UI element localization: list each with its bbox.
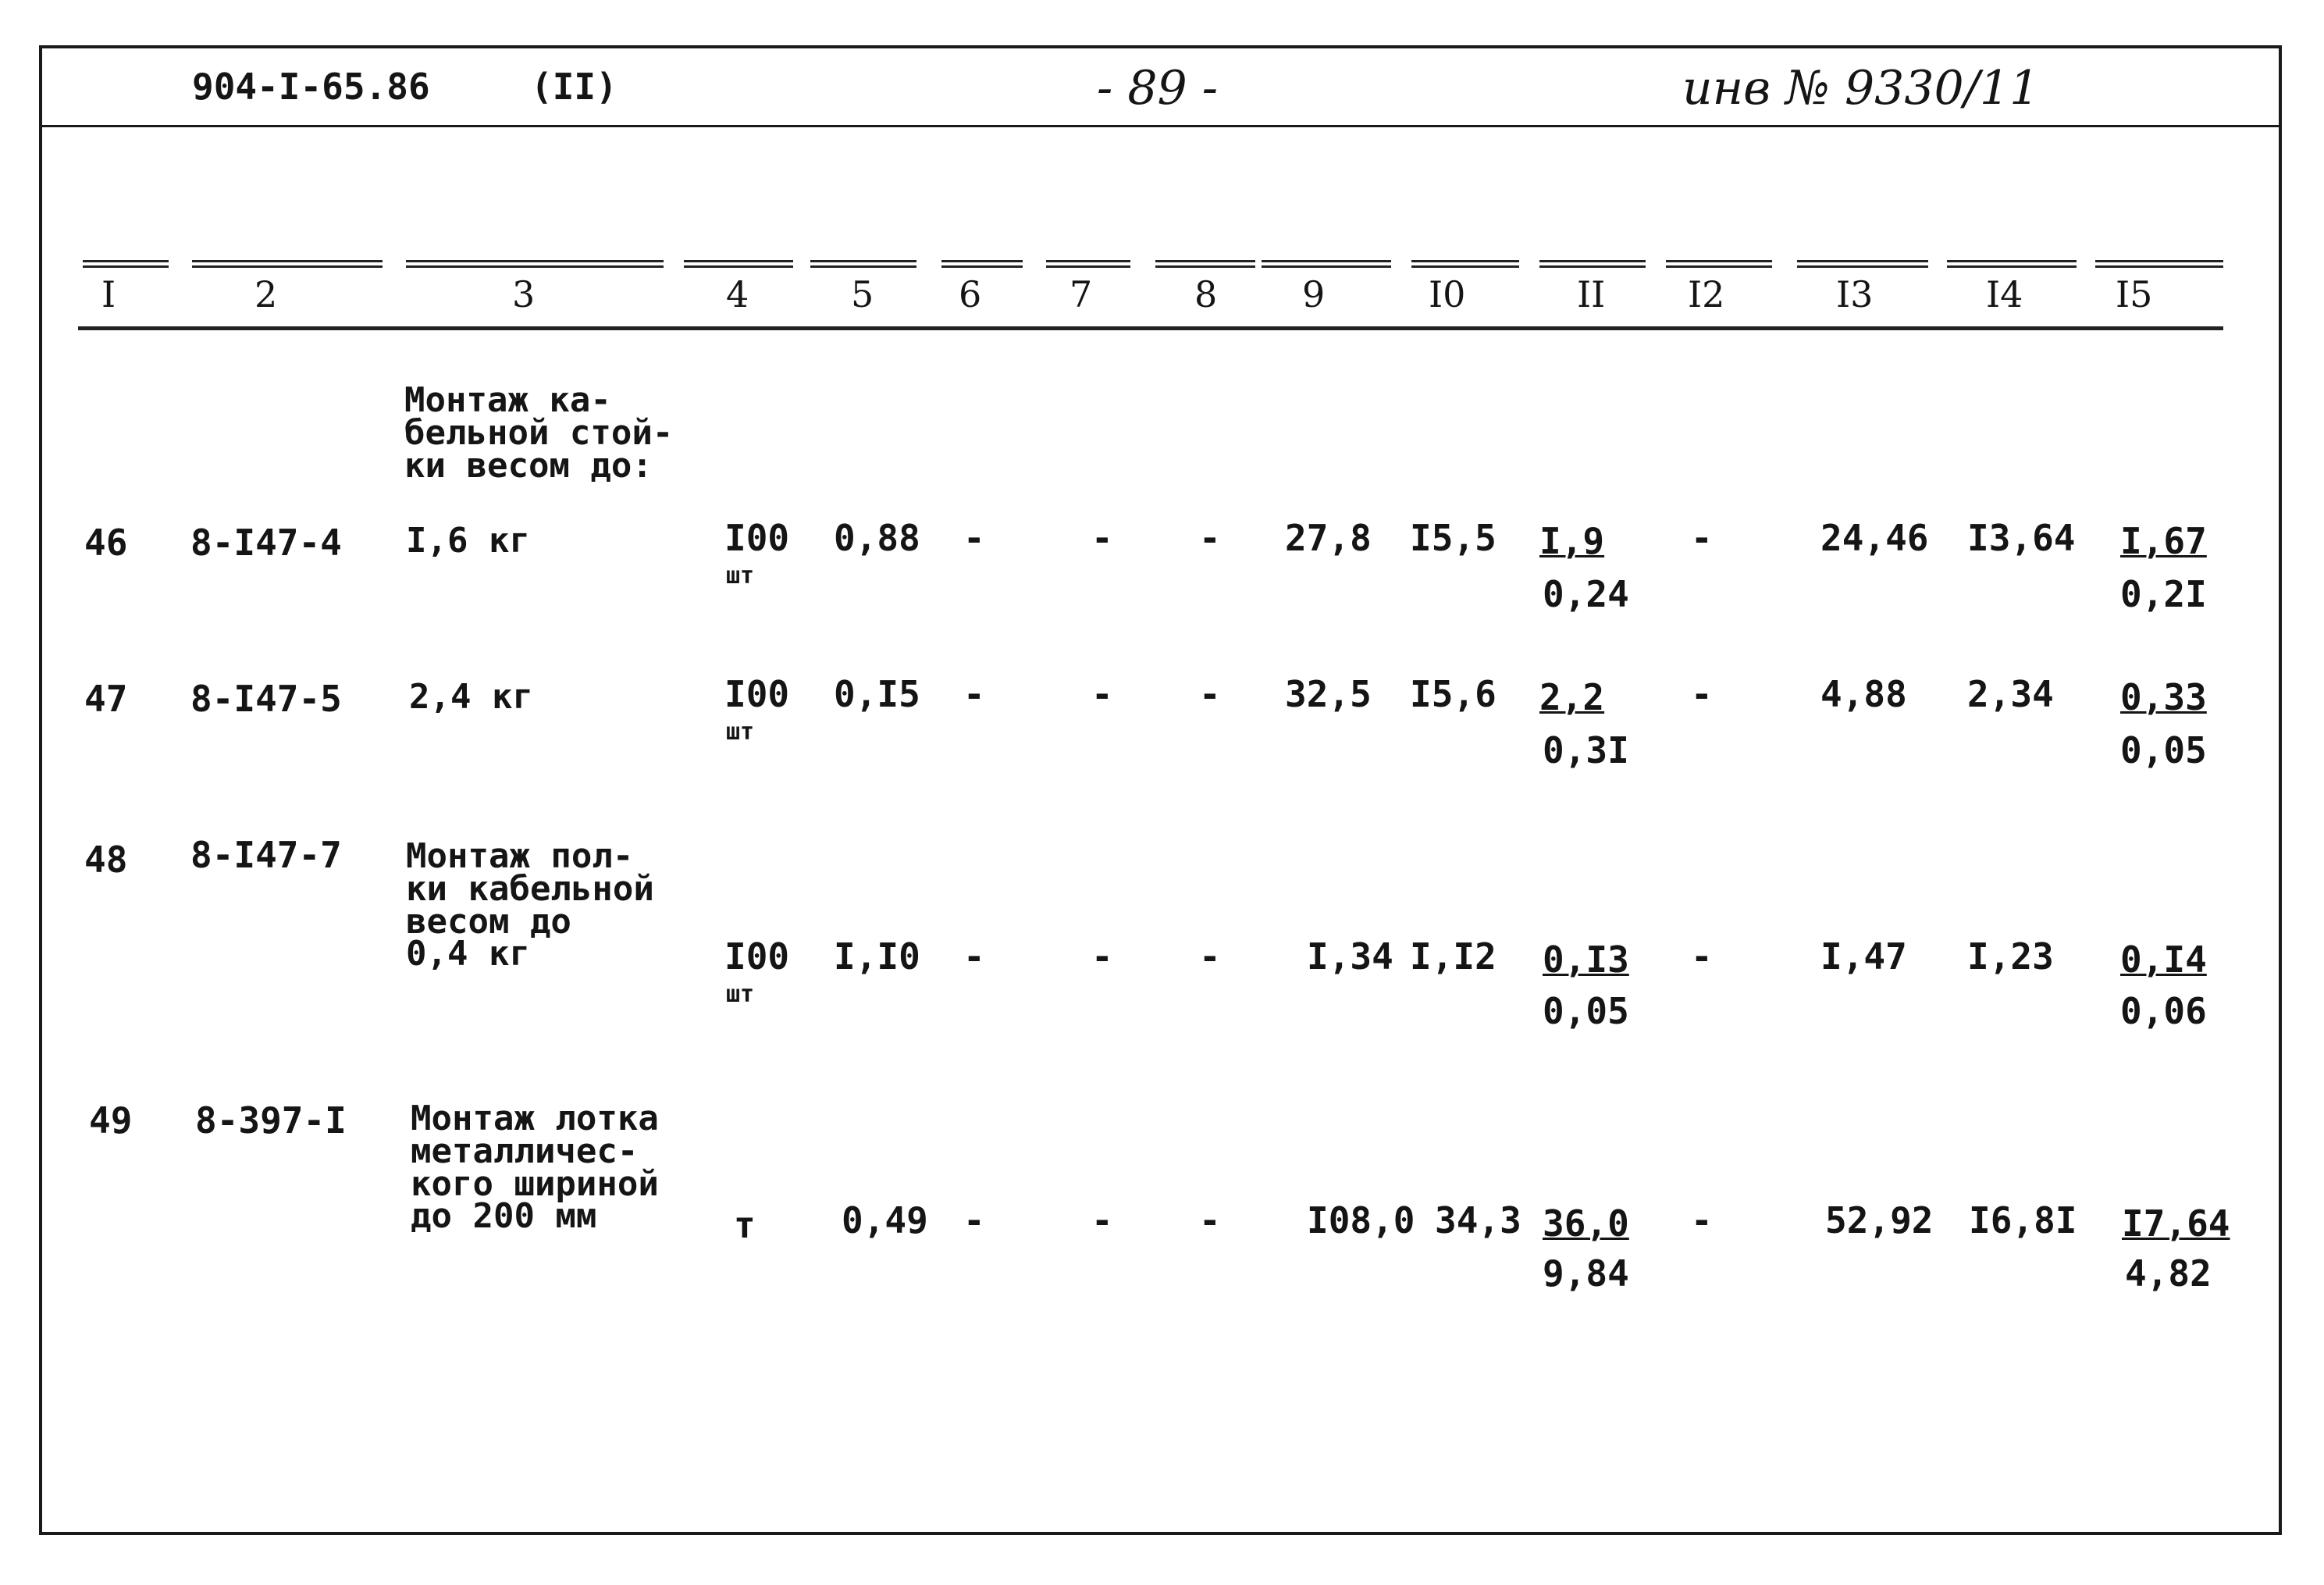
col14-value: 2,34 xyxy=(1967,673,2054,715)
column-number: I5 xyxy=(2116,273,2153,315)
column-number: I3 xyxy=(1836,273,1874,315)
header-dash xyxy=(1666,260,1772,268)
column-number: I4 xyxy=(1986,273,2023,315)
column-number: 5 xyxy=(851,273,874,315)
work-description: Монтаж лотка металличес- кого шириной до 200 мм xyxy=(411,1099,659,1237)
header-dash xyxy=(684,260,793,268)
col9-value: I,34 xyxy=(1307,935,1393,978)
column-number: 6 xyxy=(959,273,982,315)
col9-value: 32,5 xyxy=(1285,673,1372,715)
column-number: I xyxy=(101,273,116,315)
col10-value: 34,3 xyxy=(1435,1199,1521,1241)
header-dash xyxy=(83,260,169,268)
col12-value: - xyxy=(1691,1199,1713,1241)
unit: т xyxy=(734,1204,756,1246)
col15-top-value: I7,64 xyxy=(2122,1202,2230,1245)
header-bottom-rule xyxy=(78,326,2223,330)
col15-top-value: 0,33 xyxy=(2120,676,2207,718)
header-dash xyxy=(1262,260,1391,268)
unit-suffix: шт xyxy=(726,562,755,589)
col15-bottom-value: 0,2I xyxy=(2120,573,2207,615)
header-dash xyxy=(2095,260,2223,268)
col14-value: I,23 xyxy=(1967,935,2054,978)
col15-top-value: I,67 xyxy=(2120,520,2207,562)
work-description: I,6 кг xyxy=(406,521,530,561)
col10-value: I,I2 xyxy=(1410,935,1497,978)
col8-value: - xyxy=(1199,673,1221,715)
rate-code: 8-I47-4 xyxy=(190,522,342,564)
rate-code: 8-397-I xyxy=(195,1099,347,1142)
col13-value: I,47 xyxy=(1820,935,1907,978)
column-number: I2 xyxy=(1688,273,1725,315)
rate-code: 8-I47-7 xyxy=(190,834,342,876)
col14-value: I6,8I xyxy=(1969,1199,2077,1241)
col11-bottom-value: 9,84 xyxy=(1543,1252,1629,1295)
col15-bottom-value: 0,06 xyxy=(2120,990,2207,1032)
column-number: II xyxy=(1577,273,1606,315)
col9-value: 27,8 xyxy=(1285,517,1372,559)
col11-bottom-value: 0,05 xyxy=(1543,990,1629,1032)
col5-value: 0,88 xyxy=(834,517,920,559)
row-number: 48 xyxy=(84,839,128,881)
column-number: 2 xyxy=(254,273,278,315)
header-dash xyxy=(192,260,383,268)
row-number: 49 xyxy=(89,1099,133,1142)
column-number: 3 xyxy=(512,273,536,315)
col11-top-value: 36,0 xyxy=(1543,1202,1629,1245)
unit: I00 xyxy=(724,517,790,559)
col10-value: I5,6 xyxy=(1410,673,1497,715)
col7-value: - xyxy=(1091,673,1113,715)
col6-value: - xyxy=(963,935,985,978)
document-code: 904-I-65.86 xyxy=(192,66,430,108)
col11-top-value: I,9 xyxy=(1539,520,1605,562)
unit: I00 xyxy=(724,935,790,978)
col14-value: I3,64 xyxy=(1967,517,2076,559)
unit: I00 xyxy=(724,673,790,715)
row-number: 47 xyxy=(84,678,128,720)
work-description: Монтаж пол- ки кабельной весом до 0,4 кг xyxy=(406,836,654,974)
col6-value: - xyxy=(963,1199,985,1241)
section-intro-text: Монтаж ка- бельной стой- ки весом до: xyxy=(404,380,674,486)
page-frame xyxy=(39,45,2282,1535)
col7-value: - xyxy=(1091,517,1113,559)
col13-value: 24,46 xyxy=(1820,517,1929,559)
sheet-part: (II) xyxy=(531,66,617,108)
work-description: 2,4 кг xyxy=(409,677,533,717)
col8-value: - xyxy=(1199,935,1221,978)
col12-value: - xyxy=(1691,935,1713,978)
col11-top-value: 2,2 xyxy=(1539,676,1605,718)
column-number: 8 xyxy=(1194,273,1218,315)
col12-value: - xyxy=(1691,673,1713,715)
col5-value: 0,I5 xyxy=(834,673,920,715)
rate-code: 8-I47-5 xyxy=(190,678,342,720)
col7-value: - xyxy=(1091,1199,1113,1241)
inventory-note: инв № 9330/11 xyxy=(1682,61,2040,116)
header-dash xyxy=(1046,260,1130,268)
col11-bottom-value: 0,24 xyxy=(1543,573,1629,615)
col8-value: - xyxy=(1199,517,1221,559)
col15-top-value: 0,I4 xyxy=(2120,939,2207,981)
header-dash xyxy=(1947,260,2077,268)
col9-value: I08,0 xyxy=(1307,1199,1415,1241)
header-divider xyxy=(39,125,2282,127)
col15-bottom-value: 0,05 xyxy=(2120,729,2207,771)
unit-suffix: шт xyxy=(726,981,755,1008)
column-number: 4 xyxy=(726,273,749,315)
col12-value: - xyxy=(1691,517,1713,559)
column-number: 7 xyxy=(1069,273,1093,315)
row-number: 46 xyxy=(84,522,128,564)
header-dash xyxy=(406,260,664,268)
header-dash xyxy=(1155,260,1255,268)
col13-value: 52,92 xyxy=(1825,1199,1934,1241)
col6-value: - xyxy=(963,673,985,715)
header-dash xyxy=(1411,260,1519,268)
col8-value: - xyxy=(1199,1199,1221,1241)
col7-value: - xyxy=(1091,935,1113,978)
column-number: 9 xyxy=(1302,273,1326,315)
unit-suffix: шт xyxy=(726,718,755,746)
header-dash xyxy=(810,260,916,268)
col15-bottom-value: 4,82 xyxy=(2125,1252,2212,1295)
page-number: - 89 - xyxy=(1097,61,1219,116)
header-dash xyxy=(1797,260,1928,268)
col5-value: I,I0 xyxy=(834,935,920,978)
column-number: I0 xyxy=(1429,273,1466,315)
col5-value: 0,49 xyxy=(842,1199,928,1241)
header-dash xyxy=(941,260,1023,268)
col13-value: 4,88 xyxy=(1820,673,1907,715)
col11-bottom-value: 0,3I xyxy=(1543,729,1629,771)
col6-value: - xyxy=(963,517,985,559)
col11-top-value: 0,I3 xyxy=(1543,939,1629,981)
col10-value: I5,5 xyxy=(1410,517,1497,559)
header-dash xyxy=(1539,260,1646,268)
